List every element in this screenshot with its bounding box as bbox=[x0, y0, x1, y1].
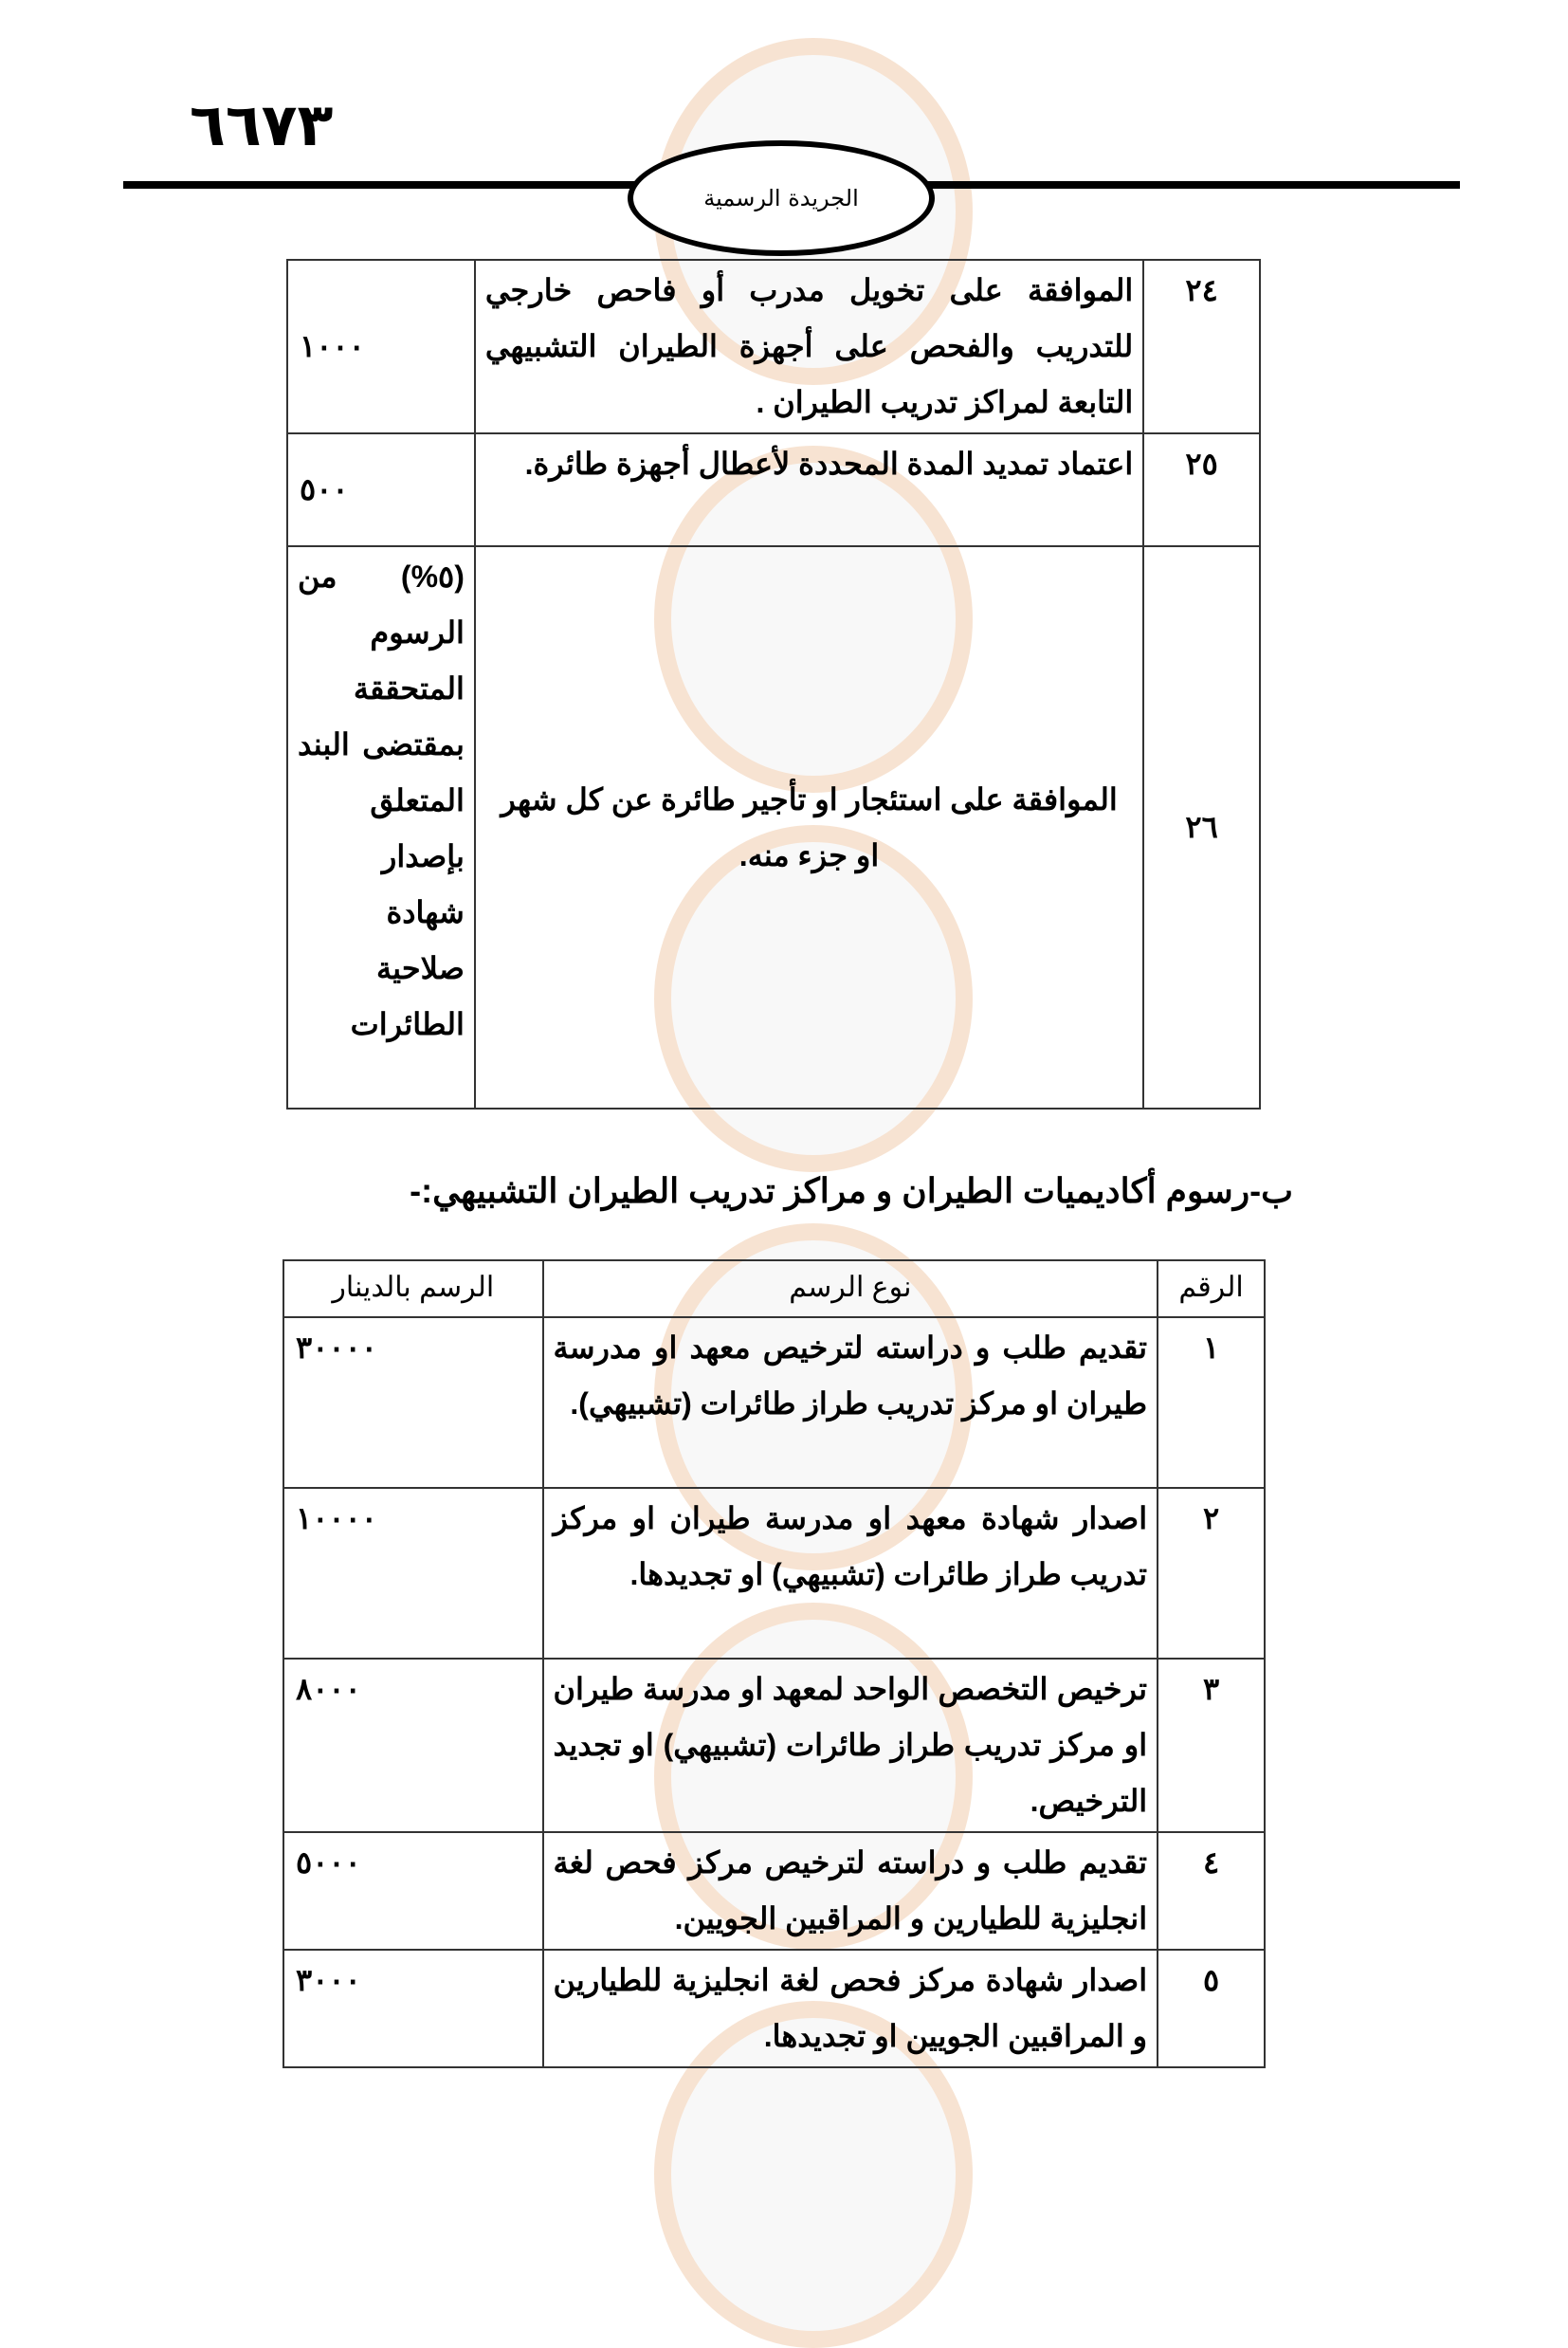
row-fee: ٣٠٠٠ bbox=[283, 1950, 543, 2067]
table-header-row bbox=[283, 1260, 1265, 1317]
row-number: ٥ bbox=[1158, 1950, 1265, 2067]
fees-table-a bbox=[286, 259, 1261, 1110]
row-description: تقديم طلب و دراسته لترخيص معهد او مدرسة طيران او مركز تدريب طراز طائرات (تشبيهي). bbox=[543, 1317, 1158, 1488]
row-number: ٣ bbox=[1158, 1659, 1265, 1832]
header-number: الرقم bbox=[1158, 1260, 1265, 1317]
row-description: اصدار شهادة معهد او مدرسة طيران او مركز تدريب طراز طائرات (تشبيهي) او تجديدها. bbox=[543, 1488, 1158, 1659]
row-fee: ٨٠٠٠ bbox=[283, 1659, 543, 1832]
row-number: ٢ bbox=[1158, 1488, 1265, 1659]
row-number: ٤ bbox=[1158, 1832, 1265, 1950]
header-type: نوع الرسم bbox=[543, 1260, 1158, 1317]
row-number: ٢٦ bbox=[1143, 546, 1260, 1109]
table-row bbox=[287, 260, 1260, 433]
row-number: ٢٥ bbox=[1143, 433, 1260, 546]
header-fee: الرسم بالدينار bbox=[283, 1260, 543, 1317]
row-number: ١ bbox=[1158, 1317, 1265, 1488]
gazette-title: الجريدة الرسمية bbox=[703, 185, 859, 211]
page-number: ٦٦٧٣ bbox=[190, 90, 334, 159]
table-row bbox=[283, 1832, 1265, 1950]
section-b-heading: ب-رسوم أكاديميات الطيران و مراكز تدريب الطيران التشبيهي:- bbox=[410, 1171, 1293, 1210]
row-fee: (٥%) من الرسوم المتحققة بمقتضى البند المتعلق بإصدار شهادة صلاحية الطائرات bbox=[287, 546, 475, 1109]
row-fee: ١٠٠٠ bbox=[287, 260, 475, 433]
row-description: تقديم طلب و دراسته لترخيص مركز فحص لغة انجليزية للطيارين و المراقبين الجويين. bbox=[543, 1832, 1158, 1950]
row-description: الموافقة على استئجار او تأجير طائرة عن كل شهر او جزء منه. bbox=[475, 546, 1143, 1109]
row-fee: ٥٠٠ bbox=[287, 433, 475, 546]
table-row bbox=[283, 1950, 1265, 2067]
row-number: ٢٤ bbox=[1143, 260, 1260, 433]
table-row bbox=[283, 1317, 1265, 1488]
row-fee: ١٠٠٠٠ bbox=[283, 1488, 543, 1659]
table-row bbox=[287, 433, 1260, 546]
table-row bbox=[283, 1488, 1265, 1659]
row-fee: ٣٠٠٠٠ bbox=[283, 1317, 543, 1488]
row-description: اصدار شهادة مركز فحص لغة انجليزية للطيارين و المراقبين الجويين او تجديدها. bbox=[543, 1950, 1158, 2067]
row-description: الموافقة على تخويل مدرب أو فاحص خارجي للتدريب والفحص على أجهزة الطيران التشبيهي التابعة لمراكز تدريب الطيران . bbox=[475, 260, 1143, 433]
row-fee: ٥٠٠٠ bbox=[283, 1832, 543, 1950]
table-row bbox=[287, 546, 1260, 1109]
fees-table-b bbox=[283, 1259, 1266, 2068]
row-description: ترخيص التخصص الواحد لمعهد او مدرسة طيران او مركز تدريب طراز طائرات (تشبيهي) او تجديد الترخيص. bbox=[543, 1659, 1158, 1832]
table-row bbox=[283, 1659, 1265, 1832]
gazette-title-oval bbox=[628, 140, 935, 256]
row-description: اعتماد تمديد المدة المحددة لأعطال أجهزة طائرة. bbox=[475, 433, 1143, 546]
